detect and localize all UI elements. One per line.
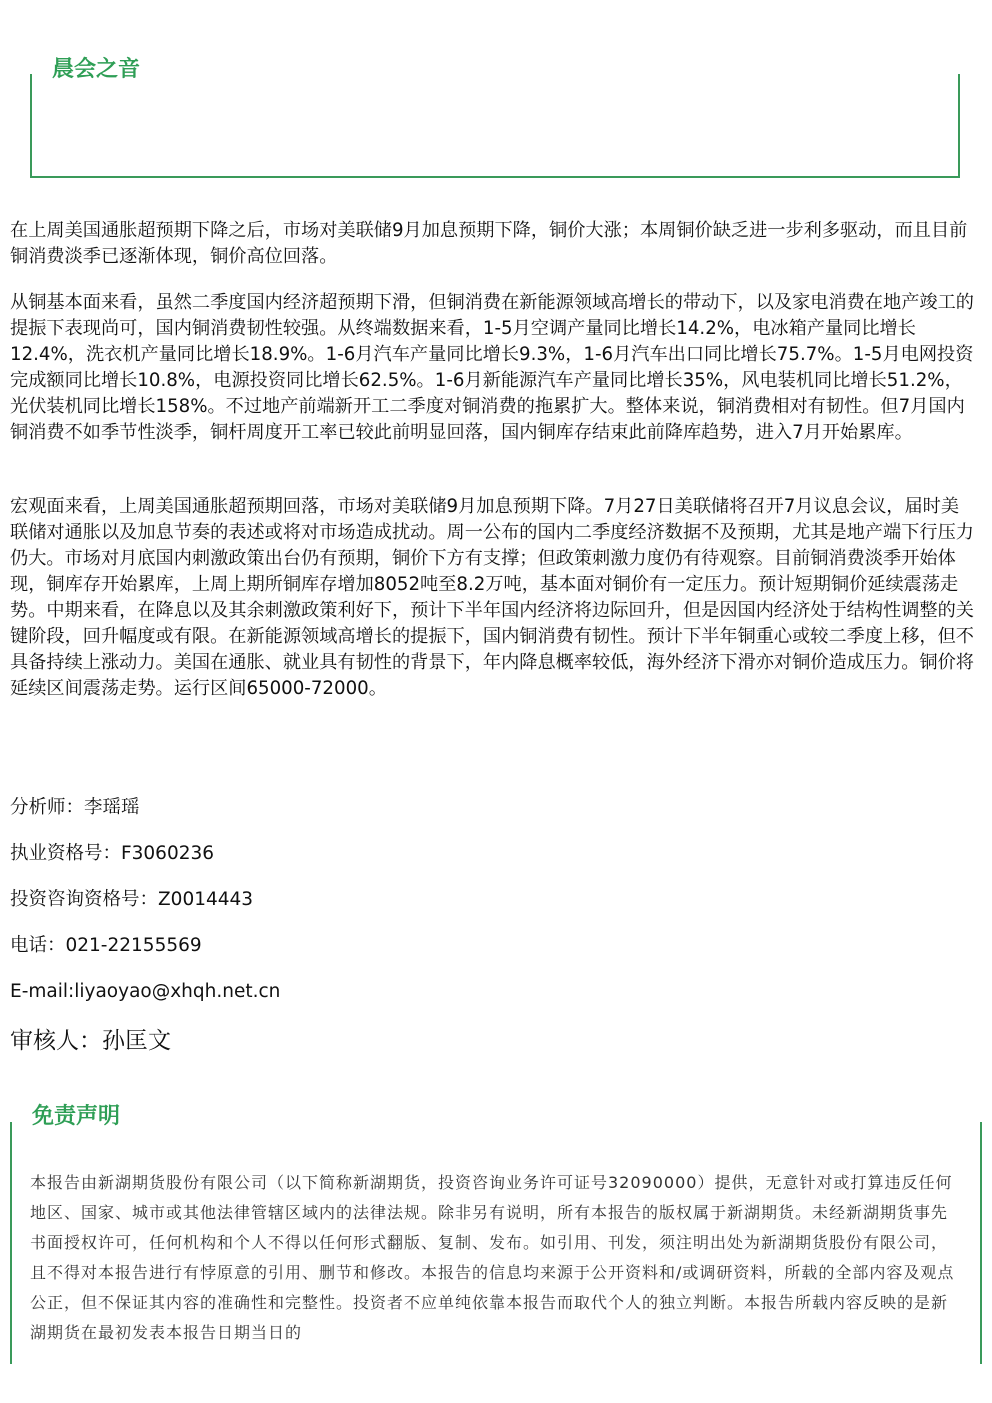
section-box-top	[30, 74, 960, 178]
paragraph-2: 从铜基本面来看，虽然二季度国内经济超预期下滑，但铜消费在新能源领域高增长的带动下，以及家电消费在地产竣工的提振下表现尚可，国内铜消费韧性较强。从终端数据来看，1-5月空调产量同比增长14.2%，电冰箱产量同比增长12.4%，洗衣机产量同比增长18.9%。1-6月汽车产量同比增长9.3%，1-6月汽车出口同比增长75.7%。1-5月电网投资完成额同比增长10.8%，电源投资同比增长62.5%。1-6月新能源汽车产量同比增长35%，风电装机同比增长51.2%，光伏装机同比增长158%。不过地产前端新开工二季度对铜消费的拖累扩大。整体来说，铜消费相对有韧性。但7月国内铜消费不如季节性淡季，铜杆周度开工率已较此前明显回落，国内铜库存结束此前降库趋势，进入7月开始累库。	[10, 292, 974, 443]
analyst-consult-license: 投资咨询资格号：Z0014443	[10, 889, 254, 910]
paragraph-3: 宏观面来看，上周美国通胀超预期回落，市场对美联储9月加息预期下降。7月27日美联储将召开7月议息会议，届时美联储对通胀以及加息节奏的表述或将对市场造成扰动。周一公布的国内二季度经济数据不及预期，尤其是地产端下行压力仍大。市场对月底国内刺激政策出台仍有预期，铜价下方有支撑；但政策刺激力度仍有待观察。目前铜消费淡季开始体现，铜库存开始累库，上周上期所铜库存增加8052吨至8.2万吨，基本面对铜价有一定压力。预计短期铜价延续震荡走势。中期来看，在降息以及其余刺激政策利好下，预计下半年国内经济将边际回升，但是因国内经济处于结构性调整的关键阶段，回升幅度或有限。在新能源领域高增长的提振下，国内铜消费有韧性。预计下半年铜重心或较二季度上移，但不具备持续上涨动力。美国在通胀、就业具有韧性的背景下，年内降息概率较低，海外经济下滑亦对铜价造成压力。铜价将延续区间震荡走势。运行区间65000-72000。	[10, 496, 974, 699]
analyst-phone: 电话：021-22155569	[10, 935, 202, 956]
analyst-name: 分析师：李瑶瑶	[10, 797, 140, 818]
paragraph-1: 在上周美国通胀超预期下降之后，市场对美联储9月加息预期下降，铜价大涨；本周铜价缺乏进一步利多驱动，而且目前铜消费淡季已逐渐体现，铜价高位回落。	[10, 220, 968, 267]
disclaimer-title: 免责声明	[26, 1103, 126, 1131]
section-title-morning-meeting: 晨会之音	[46, 56, 146, 84]
analyst-license: 执业资格号：F3060236	[10, 843, 215, 864]
reviewer: 审核人：孙匡文	[10, 1028, 171, 1054]
disclaimer-text: 本报告由新湖期货股份有限公司（以下简称新湖期货，投资咨询业务许可证号32090000）提供，无意针对或打算违反任何地区、国家、城市或其他法律管辖区域内的法律法规。除非另有说明，所有本报告的版权属于新湖期货。未经新湖期货事先书面授权许可，任何机构和个人不得以任何形式翻版、复制、发布。如引用、刊发，须注明出处为新湖期货股份有限公司，且不得对本报告进行有悖原意的引用、删节和修改。本报告的信息均来源于公开资料和/或调研资料，所载的全部内容及观点公正，但不保证其内容的准确性和完整性。投资者不应单纯依靠本报告而取代个人的独立判断。本报告所载内容反映的是新湖期货在最初发表本报告日期当日的	[30, 1173, 955, 1342]
analyst-email: E-mail:liyaoyao@xhqh.net.cn	[10, 981, 281, 1002]
